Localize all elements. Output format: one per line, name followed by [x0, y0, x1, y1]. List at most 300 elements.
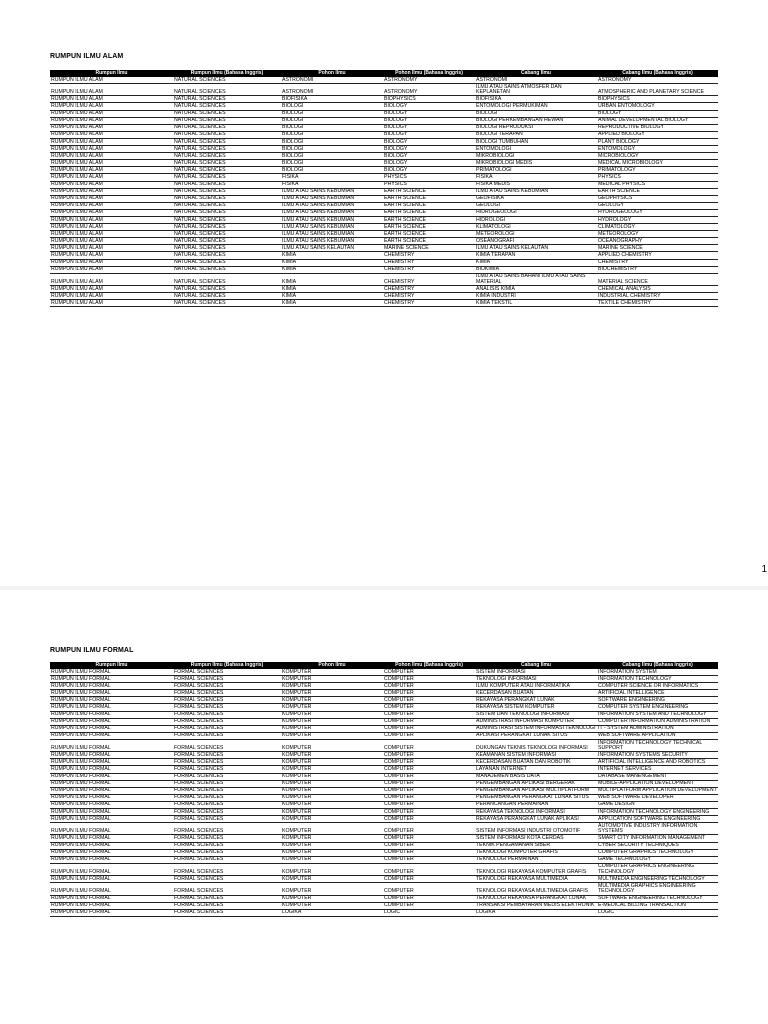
table-row [50, 849, 718, 856]
column-header: Rumpun Ilmu (Bahasa Inggris) [173, 70, 281, 77]
table-cell: COMPUTER [383, 876, 475, 883]
table-cell: NATURAL SCIENCES [173, 209, 281, 216]
table-row [50, 96, 718, 103]
table-cell: BIOKIMIA [475, 266, 597, 273]
table-cell: SMART CITY INFORMATION MANAGEMENT [597, 835, 718, 842]
table-cell: BIOLOGY [597, 110, 718, 117]
table-cell: COMPUTER [383, 863, 475, 875]
table-cell: EARTH SCIENCE [383, 231, 475, 238]
formal-sciences-table-body [50, 669, 718, 916]
table-row [50, 676, 718, 683]
table-cell: TEKNOLOGI REKAYASA KOMPUTER GRAFIS [475, 863, 597, 875]
table-row [50, 245, 718, 252]
table-row [50, 167, 718, 174]
table-cell: TEKNIK PENGAMANAN SIBER [475, 842, 597, 849]
table-cell: MATERIAL SCIENCE [597, 273, 718, 285]
table-cell: RUMPUN ILMU ALAM [50, 103, 173, 110]
table-cell: RUMPUN ILMU FORMAL [50, 876, 173, 883]
table-cell: NATURAL SCIENCES [173, 202, 281, 209]
table-cell: KECERDASAN BUATAN [475, 690, 597, 697]
table-cell: RUMPUN ILMU FORMAL [50, 835, 173, 842]
table-row [50, 773, 718, 780]
table-cell: RUMPUN ILMU ALAM [50, 202, 173, 209]
table-cell: RUMPUN ILMU ALAM [50, 124, 173, 131]
table-cell: COMPUTER INFORMATION ADMINISTRATION [597, 718, 718, 725]
table-cell: BIOLOGY [383, 124, 475, 131]
table-cell: ASTRONOMI [475, 77, 597, 84]
table-cell: RUMPUN ILMU FORMAL [50, 739, 173, 751]
table-row [50, 766, 718, 773]
table-cell: CHEMISTRY [383, 252, 475, 259]
table-cell: ILMU KOMPUTER ATAU INFORMATIKA [475, 683, 597, 690]
table-cell: NATURAL SCIENCES [173, 181, 281, 188]
table-cell: COMPUTER [383, 902, 475, 909]
table-cell: COMPUTER GRAPHICS TECHNOLOGY [597, 849, 718, 856]
table-cell: COMPUTER [383, 816, 475, 823]
table-cell: NATURAL SCIENCES [173, 266, 281, 273]
table-cell: WEB SOFTWARE DEVELOPER [597, 794, 718, 801]
table-cell: BIOLOGI [281, 138, 383, 145]
table-cell: SISTEM DAN TEKNOLOGI INFORMASI [475, 711, 597, 718]
table-cell: COMPUTER [383, 711, 475, 718]
table-cell: RUMPUN ILMU ALAM [50, 293, 173, 300]
table-cell: NATURAL SCIENCES [173, 216, 281, 223]
table-row [50, 856, 718, 863]
table-row [50, 124, 718, 131]
table-row [50, 110, 718, 117]
table-cell: BIOLOGI [281, 167, 383, 174]
table-cell: COMPUTER [383, 835, 475, 842]
table-cell: ARTIFICIAL INTELLIGENCE [597, 690, 718, 697]
table-cell: SISTEM INFORMASI KOTA CERDAS [475, 835, 597, 842]
table-row [50, 252, 718, 259]
table-cell: MULTIMEDIA ENGINEERING TECHNOLOGY [597, 876, 718, 883]
table-cell: RUMPUN ILMU FORMAL [50, 801, 173, 808]
table-cell: KIMIA [281, 266, 383, 273]
table-cell: KOMPUTER [281, 732, 383, 739]
table-cell: RUMPUN ILMU FORMAL [50, 697, 173, 704]
table-cell: KOMPUTER [281, 669, 383, 676]
table-cell: RUMPUN ILMU FORMAL [50, 794, 173, 801]
page-number: 1 [761, 564, 767, 575]
table-row [50, 238, 718, 245]
table-cell: PRIMATOLOGY [597, 167, 718, 174]
table-cell: TEKNOLOGI PERMAINAN [475, 856, 597, 863]
table-cell: CHEMISTRY [383, 266, 475, 273]
table-cell: HIDROGEOLOGI [475, 209, 597, 216]
table-cell: CHEMISTRY [597, 259, 718, 266]
table-cell: RUMPUN ILMU FORMAL [50, 856, 173, 863]
table-cell: NATURAL SCIENCES [173, 259, 281, 266]
table-cell: KIMIA [281, 300, 383, 307]
table-cell: COMPUTER [383, 823, 475, 835]
table-cell: ILMU ATAU SAINS KEBUMIAN [281, 224, 383, 231]
table-cell: COMPUTER GRAPHICS ENGINEERING TECHNOLOGY [597, 863, 718, 875]
table-cell: KOMPUTER [281, 752, 383, 759]
table-cell: KOMPUTER [281, 718, 383, 725]
table-cell: MIKROBIOLOGI MEDIS [475, 160, 597, 167]
table-cell: FORMAL SCIENCES [173, 711, 281, 718]
table-cell: COMPUTER [383, 856, 475, 863]
table-cell: FORMAL SCIENCES [173, 718, 281, 725]
table-row [50, 103, 718, 110]
table-cell: NATURAL SCIENCES [173, 153, 281, 160]
table-row [50, 902, 718, 909]
table-cell: DUKUNGAN TEKNIS TEKNOLOGI INFORMASI [475, 739, 597, 751]
natural-sciences-table-body [50, 77, 718, 307]
table-cell: COMPUTER [383, 690, 475, 697]
table-cell: FORMAL SCIENCES [173, 902, 281, 909]
table-cell: KIMIA [281, 273, 383, 285]
table-cell: KOMPUTER [281, 711, 383, 718]
table-cell: APPLICATION SOFTWARE ENGINEERING [597, 816, 718, 823]
table-cell: ANIMAL DEVELOPMENTAL BIOLOGY [597, 117, 718, 124]
table-cell: NATURAL SCIENCES [173, 103, 281, 110]
table-cell: MARINE SCIENCE [383, 245, 475, 252]
table-row [50, 752, 718, 759]
table-cell: NATURAL SCIENCES [173, 224, 281, 231]
table-cell: LOGIC [383, 909, 475, 916]
table-row [50, 732, 718, 739]
table-cell: EARTH SCIENCE [383, 238, 475, 245]
table-cell: KIMIA INDUSTRI [475, 293, 597, 300]
table-cell: RUMPUN ILMU FORMAL [50, 773, 173, 780]
table-cell: RUMPUN ILMU ALAM [50, 153, 173, 160]
table-row [50, 231, 718, 238]
table-cell: BIOLOGY [383, 160, 475, 167]
table-cell: INFORMATION TECHNOLOGY [597, 676, 718, 683]
table-cell: EARTH SCIENCE [383, 216, 475, 223]
table-row [50, 808, 718, 815]
table-cell: BIOLOGI [475, 110, 597, 117]
table-cell: HYDROGEOLOGY [597, 209, 718, 216]
table-cell: NATURAL SCIENCES [173, 77, 281, 84]
table-cell: KOMPUTER [281, 773, 383, 780]
table-cell: RUMPUN ILMU ALAM [50, 131, 173, 138]
table-cell: KIMIA [475, 259, 597, 266]
table-cell: ENTOMOLOGI PERMUKIMAN [475, 103, 597, 110]
table-cell: FORMAL SCIENCES [173, 842, 281, 849]
document-page-2 [0, 590, 768, 1024]
column-header: Cabang Ilmu (Bahasa Inggris) [597, 70, 718, 77]
table-cell: KOMPUTER [281, 823, 383, 835]
table-cell: MANAJEMEN BASIS DATA [475, 773, 597, 780]
table-cell: KEAMANAN SISTEM INFORMASI [475, 752, 597, 759]
table-cell: RUMPUN ILMU ALAM [50, 138, 173, 145]
table-cell: FORMAL SCIENCES [173, 683, 281, 690]
table-cell: WEB SOFTWARE APPLICATION [597, 732, 718, 739]
table-cell: BIOLOGI [281, 146, 383, 153]
table-cell: ASTRONOMY [383, 84, 475, 96]
table-cell: KOMPUTER [281, 863, 383, 875]
column-header: Pohon Ilmu (Bahasa Inggris) [383, 662, 475, 669]
table-cell: RUMPUN ILMU FORMAL [50, 902, 173, 909]
table-cell: COMPUTER [383, 895, 475, 902]
table-cell: RUMPUN ILMU ALAM [50, 216, 173, 223]
table-cell: PRIMATOLOGI [475, 167, 597, 174]
table-row [50, 266, 718, 273]
table-cell: RUMPUN ILMU FORMAL [50, 787, 173, 794]
table-cell: FORMAL SCIENCES [173, 787, 281, 794]
table-cell: KECERDASAN BUATAN DAN ROBOTIK [475, 759, 597, 766]
table-row [50, 883, 718, 895]
table-cell: BIOLOGY [383, 110, 475, 117]
table-cell: FORMAL SCIENCES [173, 883, 281, 895]
table-cell: FORMAL SCIENCES [173, 780, 281, 787]
table-cell: PENGEMBANGAN PERANGKAT LUNAK SITUS [475, 794, 597, 801]
table-cell: BIOLOGI [281, 110, 383, 117]
table-cell: KOMPUTER [281, 787, 383, 794]
table-row [50, 823, 718, 835]
table-row [50, 153, 718, 160]
table-cell: EARTH SCIENCE [597, 188, 718, 195]
table-row [50, 794, 718, 801]
table-row [50, 293, 718, 300]
table-cell: COMPUTER [383, 849, 475, 856]
table-row [50, 725, 718, 732]
table-row [50, 759, 718, 766]
table-cell: BIOLOGI PERKEMBANGAN HEWAN [475, 117, 597, 124]
table-cell: FORMAL SCIENCES [173, 697, 281, 704]
column-header: Pohon Ilmu (Bahasa Inggris) [383, 70, 475, 77]
table-cell: INFORMATION SYSTEM AND TECHNOLOGY [597, 711, 718, 718]
table-cell: FORMAL SCIENCES [173, 849, 281, 856]
table-cell: ILMU ATAU SAINS KEBUMIAN [281, 188, 383, 195]
table-cell: ILMU ATAU SAINS KEBUMIAN [281, 231, 383, 238]
column-header: Rumpun Ilmu (Bahasa Inggris) [173, 662, 281, 669]
table-cell: RUMPUN ILMU FORMAL [50, 752, 173, 759]
table-row [50, 697, 718, 704]
table-cell: RUMPUN ILMU ALAM [50, 110, 173, 117]
table-cell: ILMU ATAU SAINS KELAUTAN [281, 245, 383, 252]
table-row [50, 77, 718, 84]
table-cell: RUMPUN ILMU FORMAL [50, 676, 173, 683]
table-cell: REPRODUCTIVE BIOLOGY [597, 124, 718, 131]
table-cell: FORMAL SCIENCES [173, 863, 281, 875]
table-cell: ILMU ATAU SAINS KEBUMIAN [281, 209, 383, 216]
table-cell: FORMAL SCIENCES [173, 739, 281, 751]
table-cell: NATURAL SCIENCES [173, 146, 281, 153]
table-cell: KOMPUTER [281, 794, 383, 801]
column-header: Cabang Ilmu [475, 662, 597, 669]
table-cell: EARTH SCIENCE [383, 195, 475, 202]
table-cell: BIOLOGI [281, 117, 383, 124]
table-cell: COMPUTER [383, 787, 475, 794]
table-cell: FORMAL SCIENCES [173, 725, 281, 732]
table-cell: FORMAL SCIENCES [173, 794, 281, 801]
table-cell: GEOLOGY [597, 202, 718, 209]
table-cell: NATURAL SCIENCES [173, 160, 281, 167]
table-cell: RUMPUN ILMU ALAM [50, 146, 173, 153]
table-header-row [50, 662, 718, 669]
table-cell: KLIMATOLOGI [475, 224, 597, 231]
table-cell: RUMPUN ILMU FORMAL [50, 883, 173, 895]
table-cell: ENTOMOLOGY [597, 146, 718, 153]
table-cell: KOMPUTER [281, 683, 383, 690]
table-cell: KIMIA TERAPAN [475, 252, 597, 259]
table-cell: NATURAL SCIENCES [173, 131, 281, 138]
table-cell: COMPUTER [383, 732, 475, 739]
table-cell: BIOLOGY [383, 117, 475, 124]
table-cell: COMPUTER SCIENCE OR INFORMATICS [597, 683, 718, 690]
table-cell: COMPUTER SYSTEM ENGINEERING [597, 704, 718, 711]
table-cell: OCEANOGRAPHY [597, 238, 718, 245]
formal-sciences-table [50, 662, 718, 917]
table-cell: ILMU ATAU SAINS KEBUMIAN [281, 238, 383, 245]
table-cell: CHEMISTRY [383, 300, 475, 307]
table-cell: KOMPUTER [281, 842, 383, 849]
table-cell: FISIKA [475, 174, 597, 181]
table-row [50, 188, 718, 195]
table-cell: SISTEM INFORMASI INDUSTRI OTOMOTIF [475, 823, 597, 835]
table-cell: CHEMICAL ANALYSIS [597, 286, 718, 293]
table-cell: RUMPUN ILMU ALAM [50, 77, 173, 84]
table-cell: COMPUTER [383, 676, 475, 683]
table-row [50, 300, 718, 307]
table-cell: COMPUTER [383, 704, 475, 711]
table-cell: BIOLOGY [383, 146, 475, 153]
table-cell: RUMPUN ILMU FORMAL [50, 669, 173, 676]
table-cell: DATABASE MANENGEMENT [597, 773, 718, 780]
table-row [50, 286, 718, 293]
table-cell: GEOPHYSICS [597, 195, 718, 202]
table-cell: COMPUTER [383, 752, 475, 759]
table-cell: BIOFISIKA [475, 96, 597, 103]
table-row [50, 835, 718, 842]
table-cell: RUMPUN ILMU FORMAL [50, 690, 173, 697]
table-cell: ILMU ATAU SAINS ATMOSFER DAN KEPLANETAN [475, 84, 597, 96]
table-cell: FORMAL SCIENCES [173, 732, 281, 739]
table-cell: NATURAL SCIENCES [173, 138, 281, 145]
table-cell: INFORMATION TECHNOLOGY TECHNICAL SUPPORT [597, 739, 718, 751]
table-cell: COMPUTER [383, 794, 475, 801]
table-cell: FORMAL SCIENCES [173, 856, 281, 863]
table-cell: LAYANAN INTERNET [475, 766, 597, 773]
table-cell: FISIKA [281, 181, 383, 188]
table-cell: RUMPUN ILMU ALAM [50, 252, 173, 259]
table-cell: KOMPUTER [281, 808, 383, 815]
table-cell: BIOLOGI [281, 131, 383, 138]
table-cell: RUMPUN ILMU FORMAL [50, 725, 173, 732]
table-cell: BIOLOGY [383, 103, 475, 110]
table-row [50, 160, 718, 167]
table-cell: BIOCHEMISTRY [597, 266, 718, 273]
table-cell: RUMPUN ILMU ALAM [50, 181, 173, 188]
table-cell: RUMPUN ILMU ALAM [50, 195, 173, 202]
table-cell: APPLIED CHEMISTRY [597, 252, 718, 259]
table-cell: NATURAL SCIENCES [173, 96, 281, 103]
table-cell: RUMPUN ILMU FORMAL [50, 732, 173, 739]
table-cell: FORMAL SCIENCES [173, 801, 281, 808]
table-cell: PHYSICS [383, 174, 475, 181]
table-row [50, 690, 718, 697]
table-cell: HIDROLOGI [475, 216, 597, 223]
table-cell: KOMPUTER [281, 883, 383, 895]
table-cell: CHEMISTRY [383, 293, 475, 300]
table-cell: RUMPUN ILMU ALAM [50, 160, 173, 167]
table-cell: REKAYASA TEKNOLOGI INFORMASI [475, 808, 597, 815]
table-cell: COMPUTER [383, 683, 475, 690]
table-cell: ASTRONOMY [597, 77, 718, 84]
table-cell: RUMPUN ILMU FORMAL [50, 849, 173, 856]
table-cell: ILMU ATAU SAINS KEBUMIAN [475, 188, 597, 195]
table-cell: LOGIC [597, 909, 718, 916]
table-cell: FORMAL SCIENCES [173, 704, 281, 711]
table-cell: RUMPUN ILMU ALAM [50, 259, 173, 266]
table-cell: KOMPUTER [281, 876, 383, 883]
table-cell: ILMU ATAU SAINS BAHAN/ ILMU ATAU SAINS MATERIAL [475, 273, 597, 285]
table-cell: RUMPUN ILMU FORMAL [50, 842, 173, 849]
table-cell: OSEANOGRAFI [475, 238, 597, 245]
table-cell: ILMU ATAU SAINS KEBUMIAN [281, 202, 383, 209]
table-cell: BIOLOGI [281, 124, 383, 131]
table-cell: KIMIA [281, 259, 383, 266]
table-cell: KIMIA TEKSTIL [475, 300, 597, 307]
table-cell: RUMPUN ILMU FORMAL [50, 909, 173, 916]
table-cell: TEKNOLOGI REKAYASA PERANGKAT LUNAK [475, 895, 597, 902]
table-cell: MULTIPLATFORM APPLICATION DEVELOPMENT [598, 787, 717, 794]
table-cell: BIOLOGY [383, 131, 475, 138]
table-cell: KIMIA [281, 286, 383, 293]
table-cell: FORMAL SCIENCES [173, 808, 281, 815]
table-cell: INFORMATION TECHNOLOGY ENGINEERING [597, 808, 718, 815]
table-cell: APPLIED BIOLOGY [597, 131, 718, 138]
column-header: Cabang Ilmu (Bahasa Inggris) [597, 662, 718, 669]
table-cell: NATURAL SCIENCES [173, 286, 281, 293]
table-cell: RUMPUN ILMU FORMAL [50, 683, 173, 690]
table-cell: KOMPUTER [281, 766, 383, 773]
table-cell: MOBILE-APPLICATION DEVELOPMENT [597, 780, 718, 787]
table-cell: MEDICAL MICROBIOLOGY [597, 160, 718, 167]
table-cell: NATURAL SCIENCES [173, 188, 281, 195]
table-cell: ADMINISTRASI SISTEM INFORMASI TEKNOLOGI [476, 725, 596, 732]
table-cell: ASTRONOMI [281, 77, 383, 84]
table-cell: KOMPUTER [281, 697, 383, 704]
table-cell: BIOLOGI TUMBUHAN [475, 138, 597, 145]
table-cell: ASTRONOMI [281, 84, 383, 96]
table-cell: COMPUTER [383, 808, 475, 815]
table-cell: BIOLOGI REPRODUKSI [475, 124, 597, 131]
table-cell: TEKNOLOGI KOMPUTER GRAFIS [475, 849, 597, 856]
table-cell: FORMAL SCIENCES [173, 766, 281, 773]
table-cell: KOMPUTER [281, 816, 383, 823]
table-cell: KOMPUTER [281, 902, 383, 909]
table-row [50, 683, 718, 690]
table-row [50, 138, 718, 145]
table-cell: GEOLOGI [475, 202, 597, 209]
table-cell: RUMPUN ILMU ALAM [50, 300, 173, 307]
table-cell: PHYSICS [383, 181, 475, 188]
table-cell: REKAYASA PERANGKAT LUNAK APLIKASI [475, 816, 597, 823]
table-header-row [50, 70, 718, 77]
table-row [50, 117, 718, 124]
table-cell: PENGEMBANGAN APLIKASI MULTIPLATFORM [475, 787, 597, 794]
table-cell: CHEMISTRY [383, 273, 475, 285]
table-cell: BIOFISIKA [281, 96, 383, 103]
table-cell: FORMAL SCIENCES [173, 669, 281, 676]
table-row [50, 174, 718, 181]
table-cell: KIMIA [281, 293, 383, 300]
table-cell: MARINE SCIENCE [597, 245, 718, 252]
column-header: Cabang Ilmu [475, 70, 597, 77]
table-cell: NATURAL SCIENCES [173, 231, 281, 238]
table-row [50, 895, 718, 902]
table-cell: BIOLOGY [383, 138, 475, 145]
table-row [50, 842, 718, 849]
table-cell: PERANCANGAN PERMAINAN [475, 801, 597, 808]
table-cell: TEKNOLOGI REKAYASA MULTIMEDIA GRAFIS [475, 883, 597, 895]
table-cell: COMPUTER [383, 759, 475, 766]
